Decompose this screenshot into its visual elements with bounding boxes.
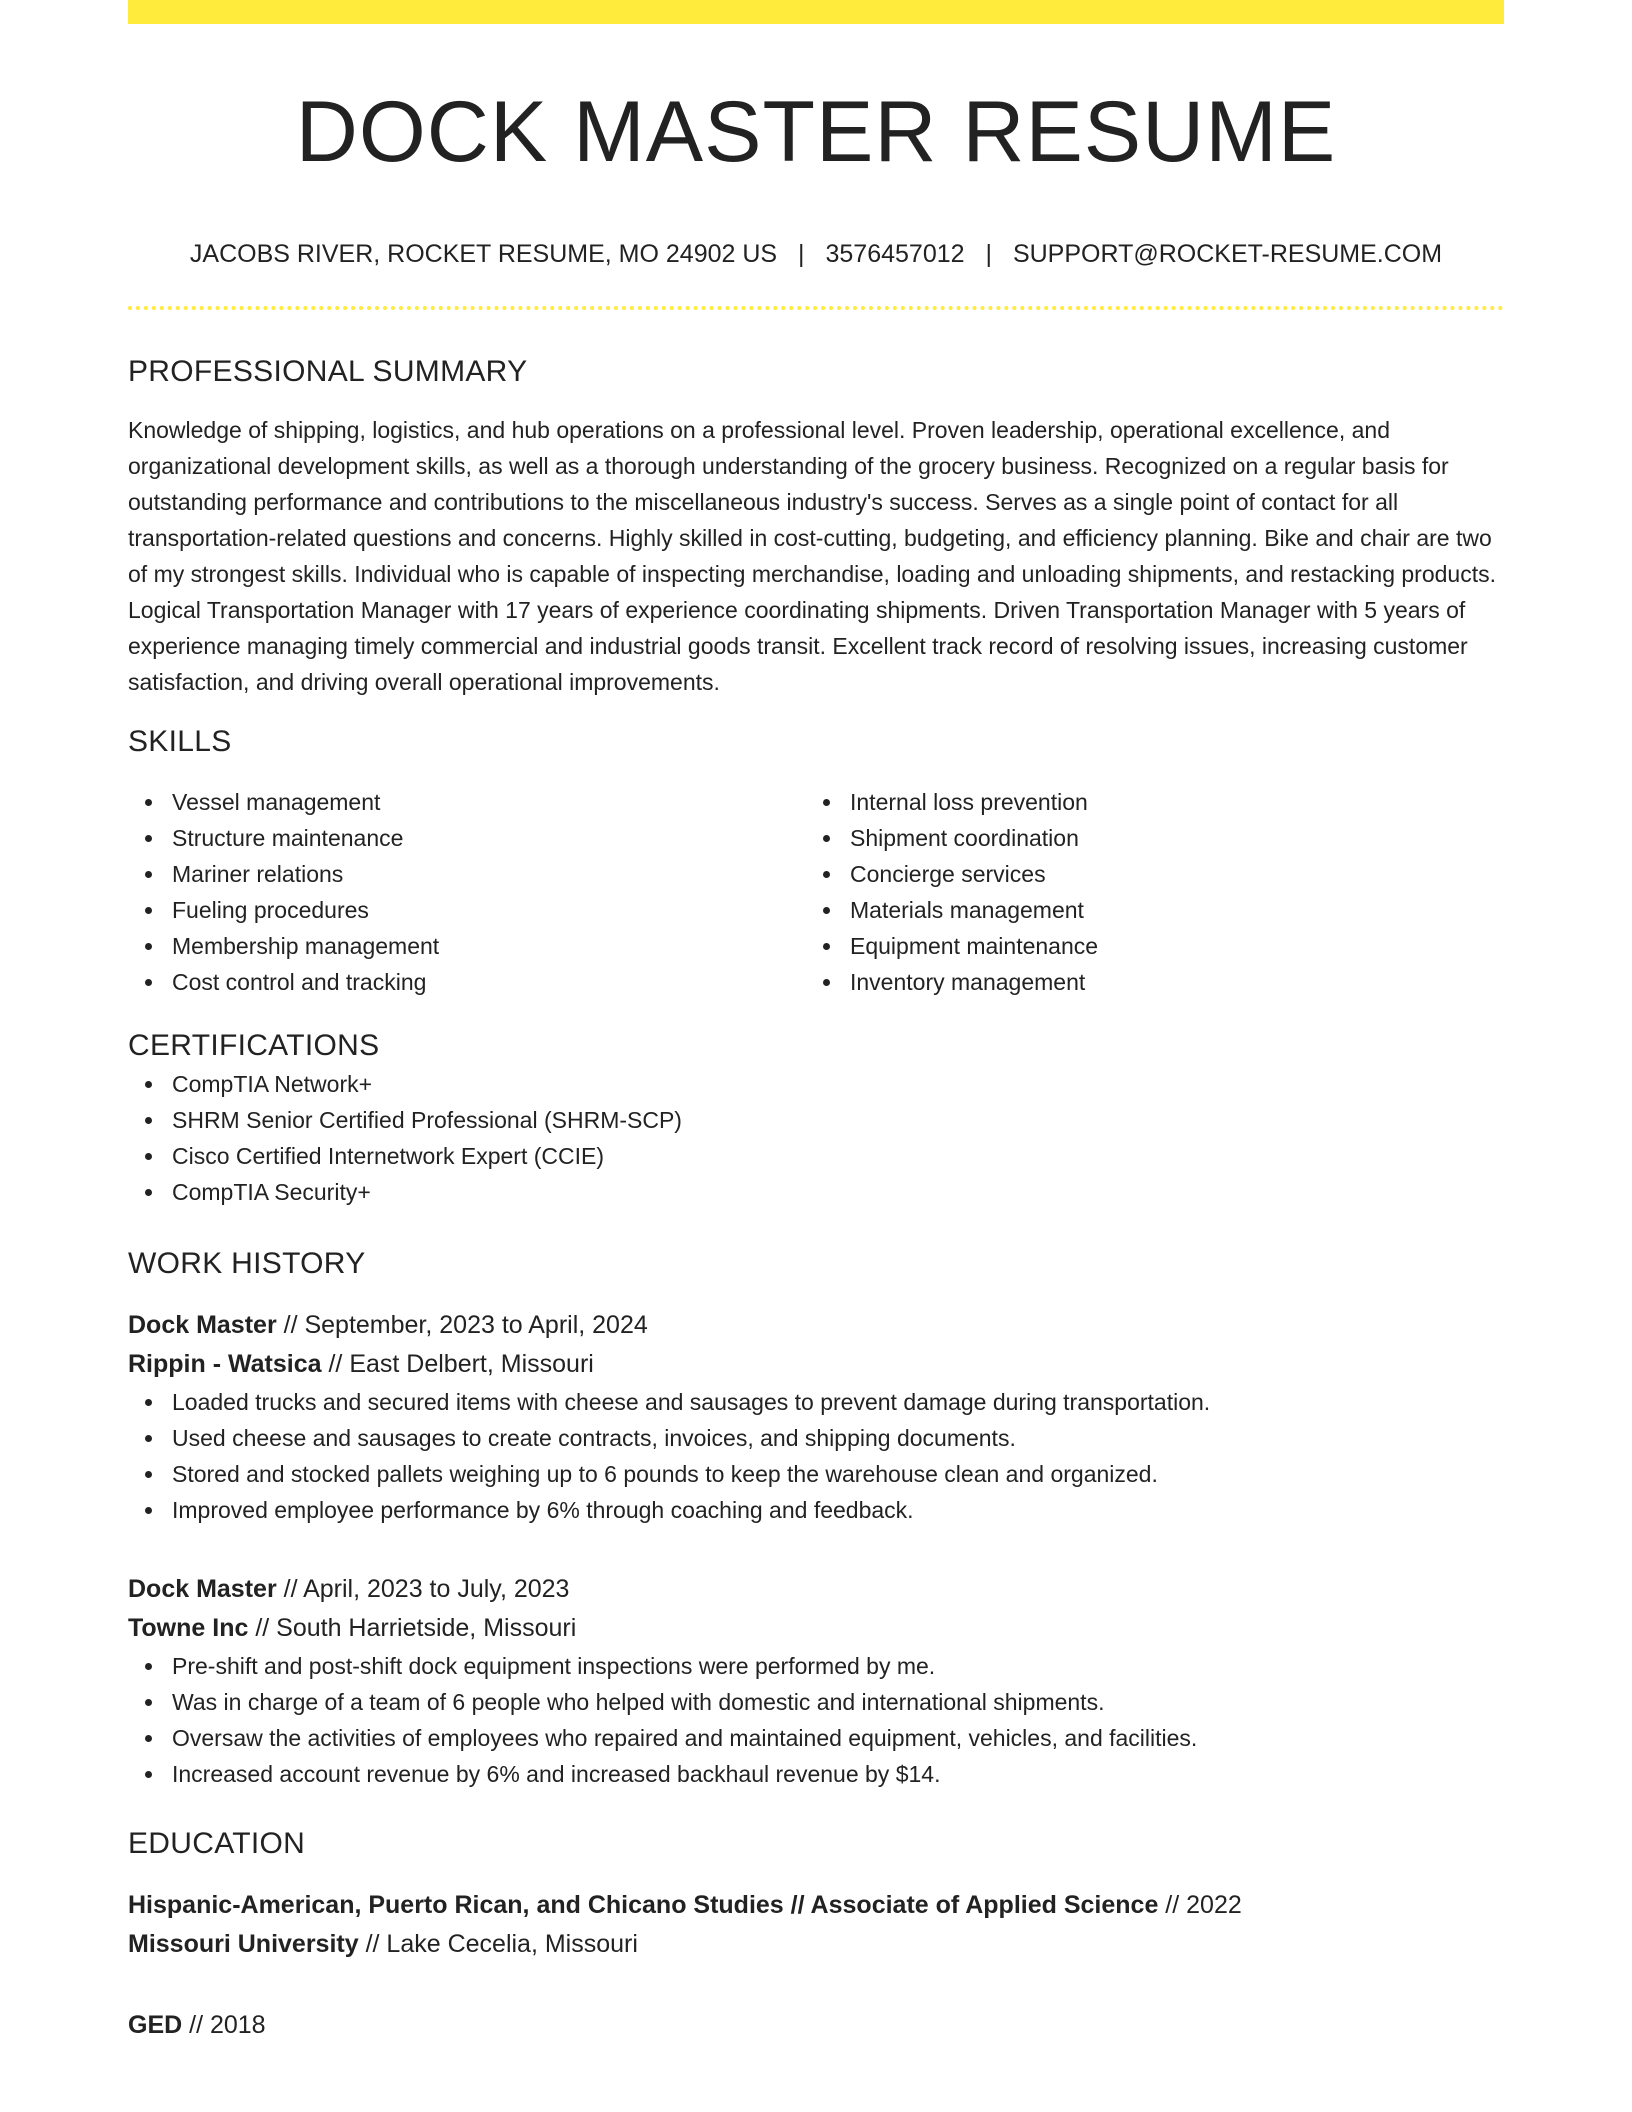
education-degree-line [128,2006,1504,2045]
job-bullet: Loaded trucks and secured items with cheese and sausages to prevent damage during transportation. [128,1384,1504,1420]
skill-item: Structure maintenance [128,820,806,856]
education-school: Missouri University [128,1930,359,1958]
job-bullets [128,1384,1504,1528]
job-bullets [128,1648,1504,1792]
summary-heading: PROFESSIONAL SUMMARY [128,355,528,388]
skills-list-right [806,784,1484,1000]
contact-separator: | [798,240,805,268]
job-company: Towne Inc [128,1614,249,1642]
job-dates: // April, 2023 to July, 2023 [276,1575,570,1603]
job-location: // South Harrietside, Missouri [248,1614,577,1642]
certification-item: Cisco Certified Internetwork Expert (CCIE) [128,1138,1504,1174]
education-heading: EDUCATION [128,1827,306,1860]
job-company-line [128,1609,1504,1648]
job-dates: // September, 2023 to April, 2024 [276,1311,648,1339]
education-year: // 2018 [182,2011,266,2039]
education-entry [128,1886,1504,1964]
certifications-heading: CERTIFICATIONS [128,1029,380,1062]
job-location: // East Delbert, Missouri [321,1350,594,1378]
job-bullet: Pre-shift and post-shift dock equipment inspections were performed by me. [128,1648,1504,1684]
skill-item: Shipment coordination [806,820,1484,856]
job-title: Dock Master [128,1575,277,1603]
certification-item: SHRM Senior Certified Professional (SHRM-SCP) [128,1102,1504,1138]
skill-item: Mariner relations [128,856,806,892]
dotted-divider [128,306,1504,310]
skill-item: Internal loss prevention [806,784,1484,820]
contact-separator: | [985,240,992,268]
job-bullet: Increased account revenue by 6% and increased backhaul revenue by $14. [128,1756,1504,1792]
contact-line [128,236,1504,272]
skills-list-left [128,784,806,1000]
skill-item: Equipment maintenance [806,928,1484,964]
job-bullet: Oversaw the activities of employees who repaired and maintained equipment, vehicles, and facilities. [128,1720,1504,1756]
job-entry [128,1570,1504,1792]
skill-item: Inventory management [806,964,1484,1000]
education-degree: GED [128,2011,183,2039]
skill-item: Materials management [806,892,1484,928]
contact-email: SUPPORT@ROCKET-RESUME.COM [1012,240,1443,268]
accent-top-bar [128,0,1504,24]
certification-item: CompTIA Network+ [128,1066,1504,1102]
skill-item: Concierge services [806,856,1484,892]
skills-column-right [806,784,1484,1000]
education-location: // Lake Cecelia, Missouri [358,1930,638,1958]
skills-heading: SKILLS [128,725,232,758]
job-title-line [128,1306,1504,1345]
skill-item: Cost control and tracking [128,964,806,1000]
job-bullet: Was in charge of a team of 6 people who helped with domestic and international shipments. [128,1684,1504,1720]
certification-item: CompTIA Security+ [128,1174,1504,1210]
education-degree: Hispanic-American, Puerto Rican, and Chicano Studies // Associate of Applied Science [128,1891,1159,1919]
resume-title: DOCK MASTER RESUME [295,84,1337,180]
job-bullet: Used cheese and sausages to create contracts, invoices, and shipping documents. [128,1420,1504,1456]
job-company-line [128,1345,1504,1384]
education-degree-line [128,1886,1504,1925]
education-entry [128,2006,1504,2045]
job-company: Rippin - Watsica [128,1350,322,1378]
certifications-list [128,1066,1504,1210]
contact-address: JACOBS RIVER, ROCKET RESUME, MO 24902 US [189,240,778,268]
skill-item: Membership management [128,928,806,964]
job-title-line [128,1570,1504,1609]
skill-item: Fueling procedures [128,892,806,928]
skills-column-left [128,784,806,1000]
skill-item: Vessel management [128,784,806,820]
skills-grid [128,784,1504,1000]
education-year: // 2022 [1158,1891,1242,1919]
work-history-heading: WORK HISTORY [128,1247,366,1280]
job-title: Dock Master [128,1311,277,1339]
job-bullet: Stored and stocked pallets weighing up to 6 pounds to keep the warehouse clean and organized. [128,1456,1504,1492]
job-entry [128,1306,1504,1528]
education-school-line [128,1925,1504,1964]
summary-text: Knowledge of shipping, logistics, and hub operations on a professional level. Proven leadership, operational excellence, and organizational development skills, as well as a thorough understanding of the grocery business. Recognized on a regular basis for outstanding performance and contributions to the miscellaneous industry's success. Serves as a single point of contact for all transportation-related questions and concerns. Highly skilled in cost-cutting, budgeting, and efficiency planning. Bike and chair are two of my strongest skills. Individual who is capable of inspecting merchandise, loading and unloading shipments, and restacking products. Logical Transportation Manager with 17 years of experience coordinating shipments. Driven Transportation Manager with 5 years of experience managing timely commercial and industrial goods transit. Excellent track record of resolving issues, increasing customer satisfaction, and driving overall operational improvements. [128,417,1496,695]
job-bullet: Improved employee performance by 6% through coaching and feedback. [128,1492,1504,1528]
contact-phone: 3576457012 [825,240,965,268]
resume-page [128,0,1504,2045]
